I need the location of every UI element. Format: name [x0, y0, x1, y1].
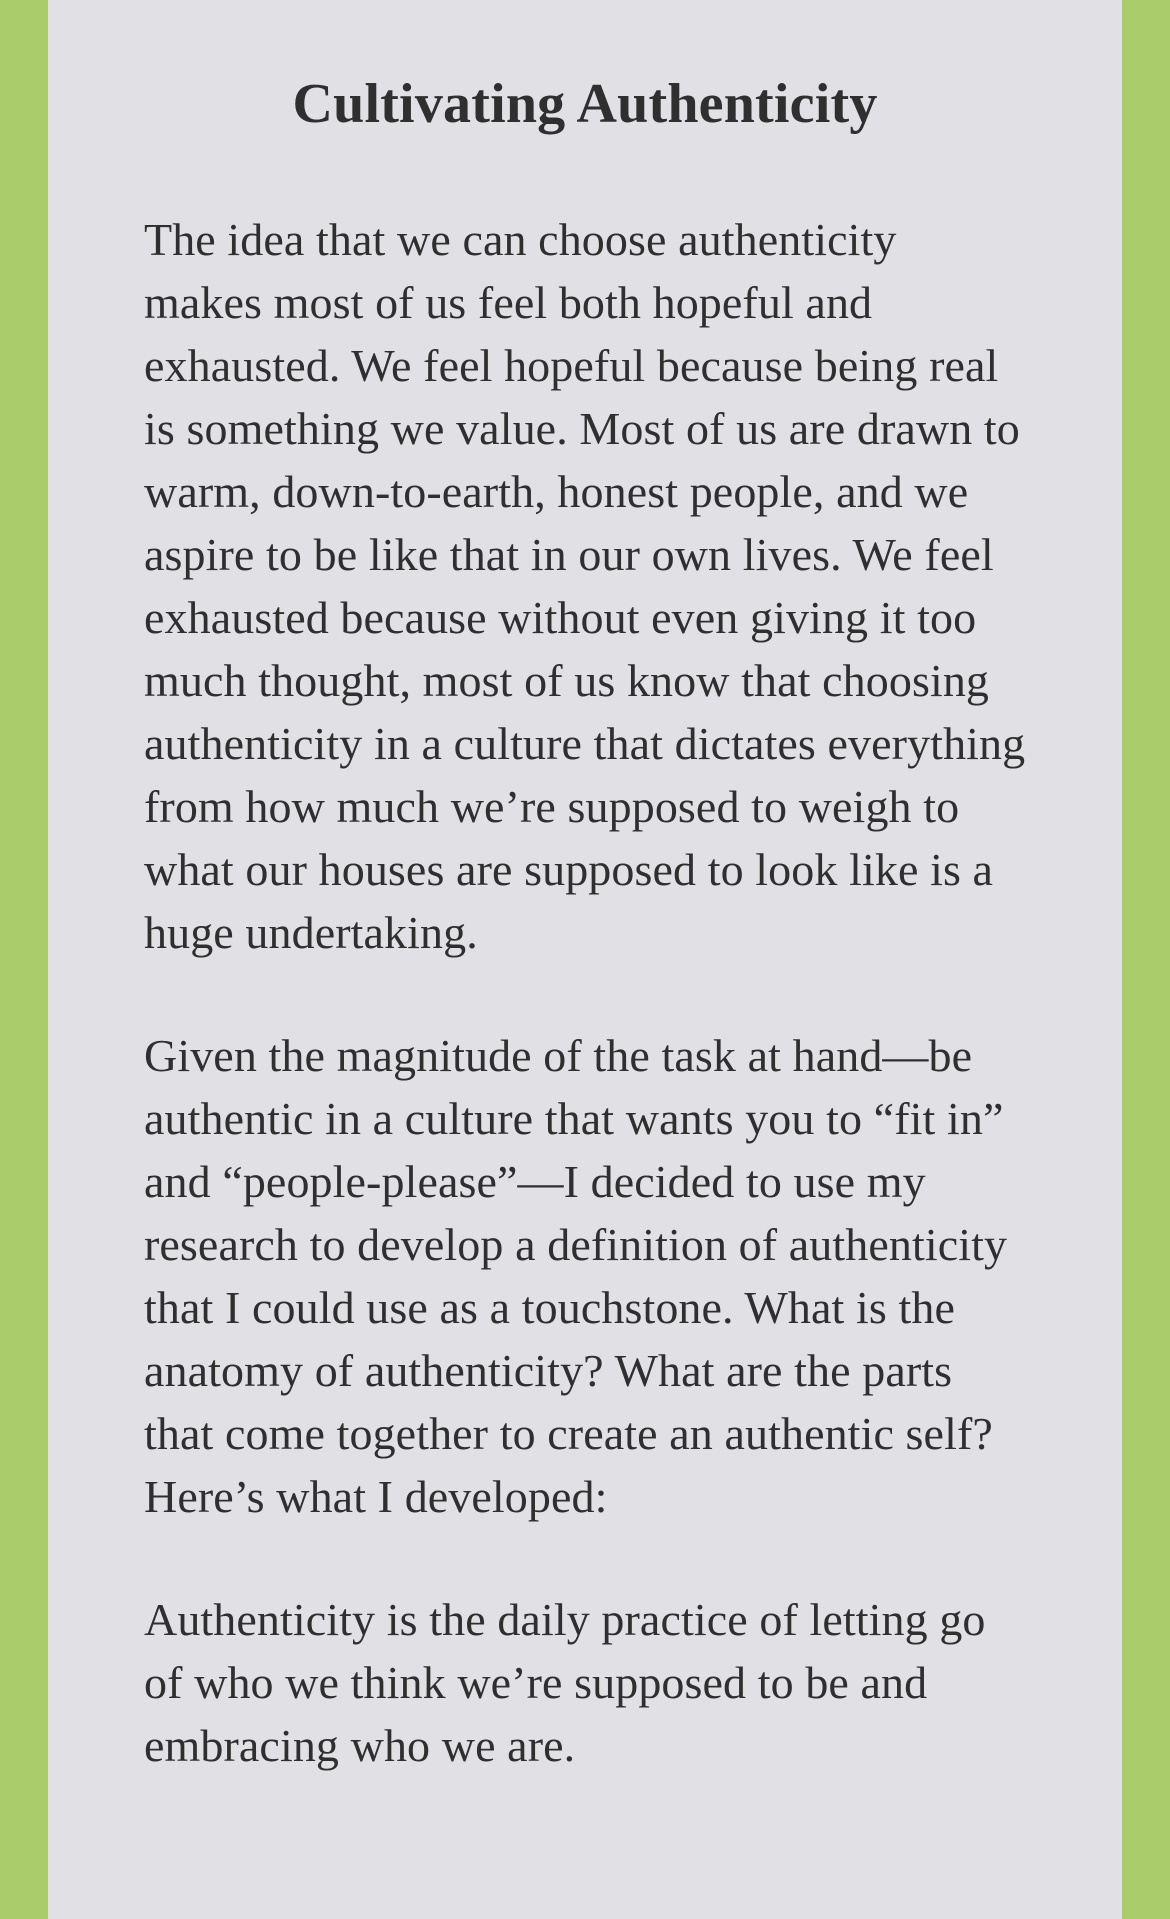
page-panel	[48, 0, 1122, 1919]
page-title: Cultivating Authenticity	[292, 73, 878, 135]
paragraph-3: Authenticity is the daily practice of letting go of who we think we’re supposed to be and embracing who we are.	[144, 1594, 986, 1771]
paragraph-1: The idea that we can choose authenticity makes most of us feel both hopeful and exhausted. We feel hopeful because being real is something we value. Most of us are drawn to warm, down-to-earth, honest people, and we aspire to be like that in our own lives. We feel exhausted because without even giving it too much thought, most of us know that choosing authenticity in a culture that dictates everything from how much we’re supposed to weigh to what our houses are supposed to look like is a huge undertaking.	[144, 214, 1026, 958]
paragraph-2: Given the magnitude of the task at hand—be authentic in a culture that wants you to “fit in” and “people-please”—I decided to use my research to develop a definition of authenticity that I could use as a touchstone. What is the anatomy of authenticity? What are the parts that come together to create an authentic self? Here’s what I developed:	[144, 1030, 1008, 1522]
